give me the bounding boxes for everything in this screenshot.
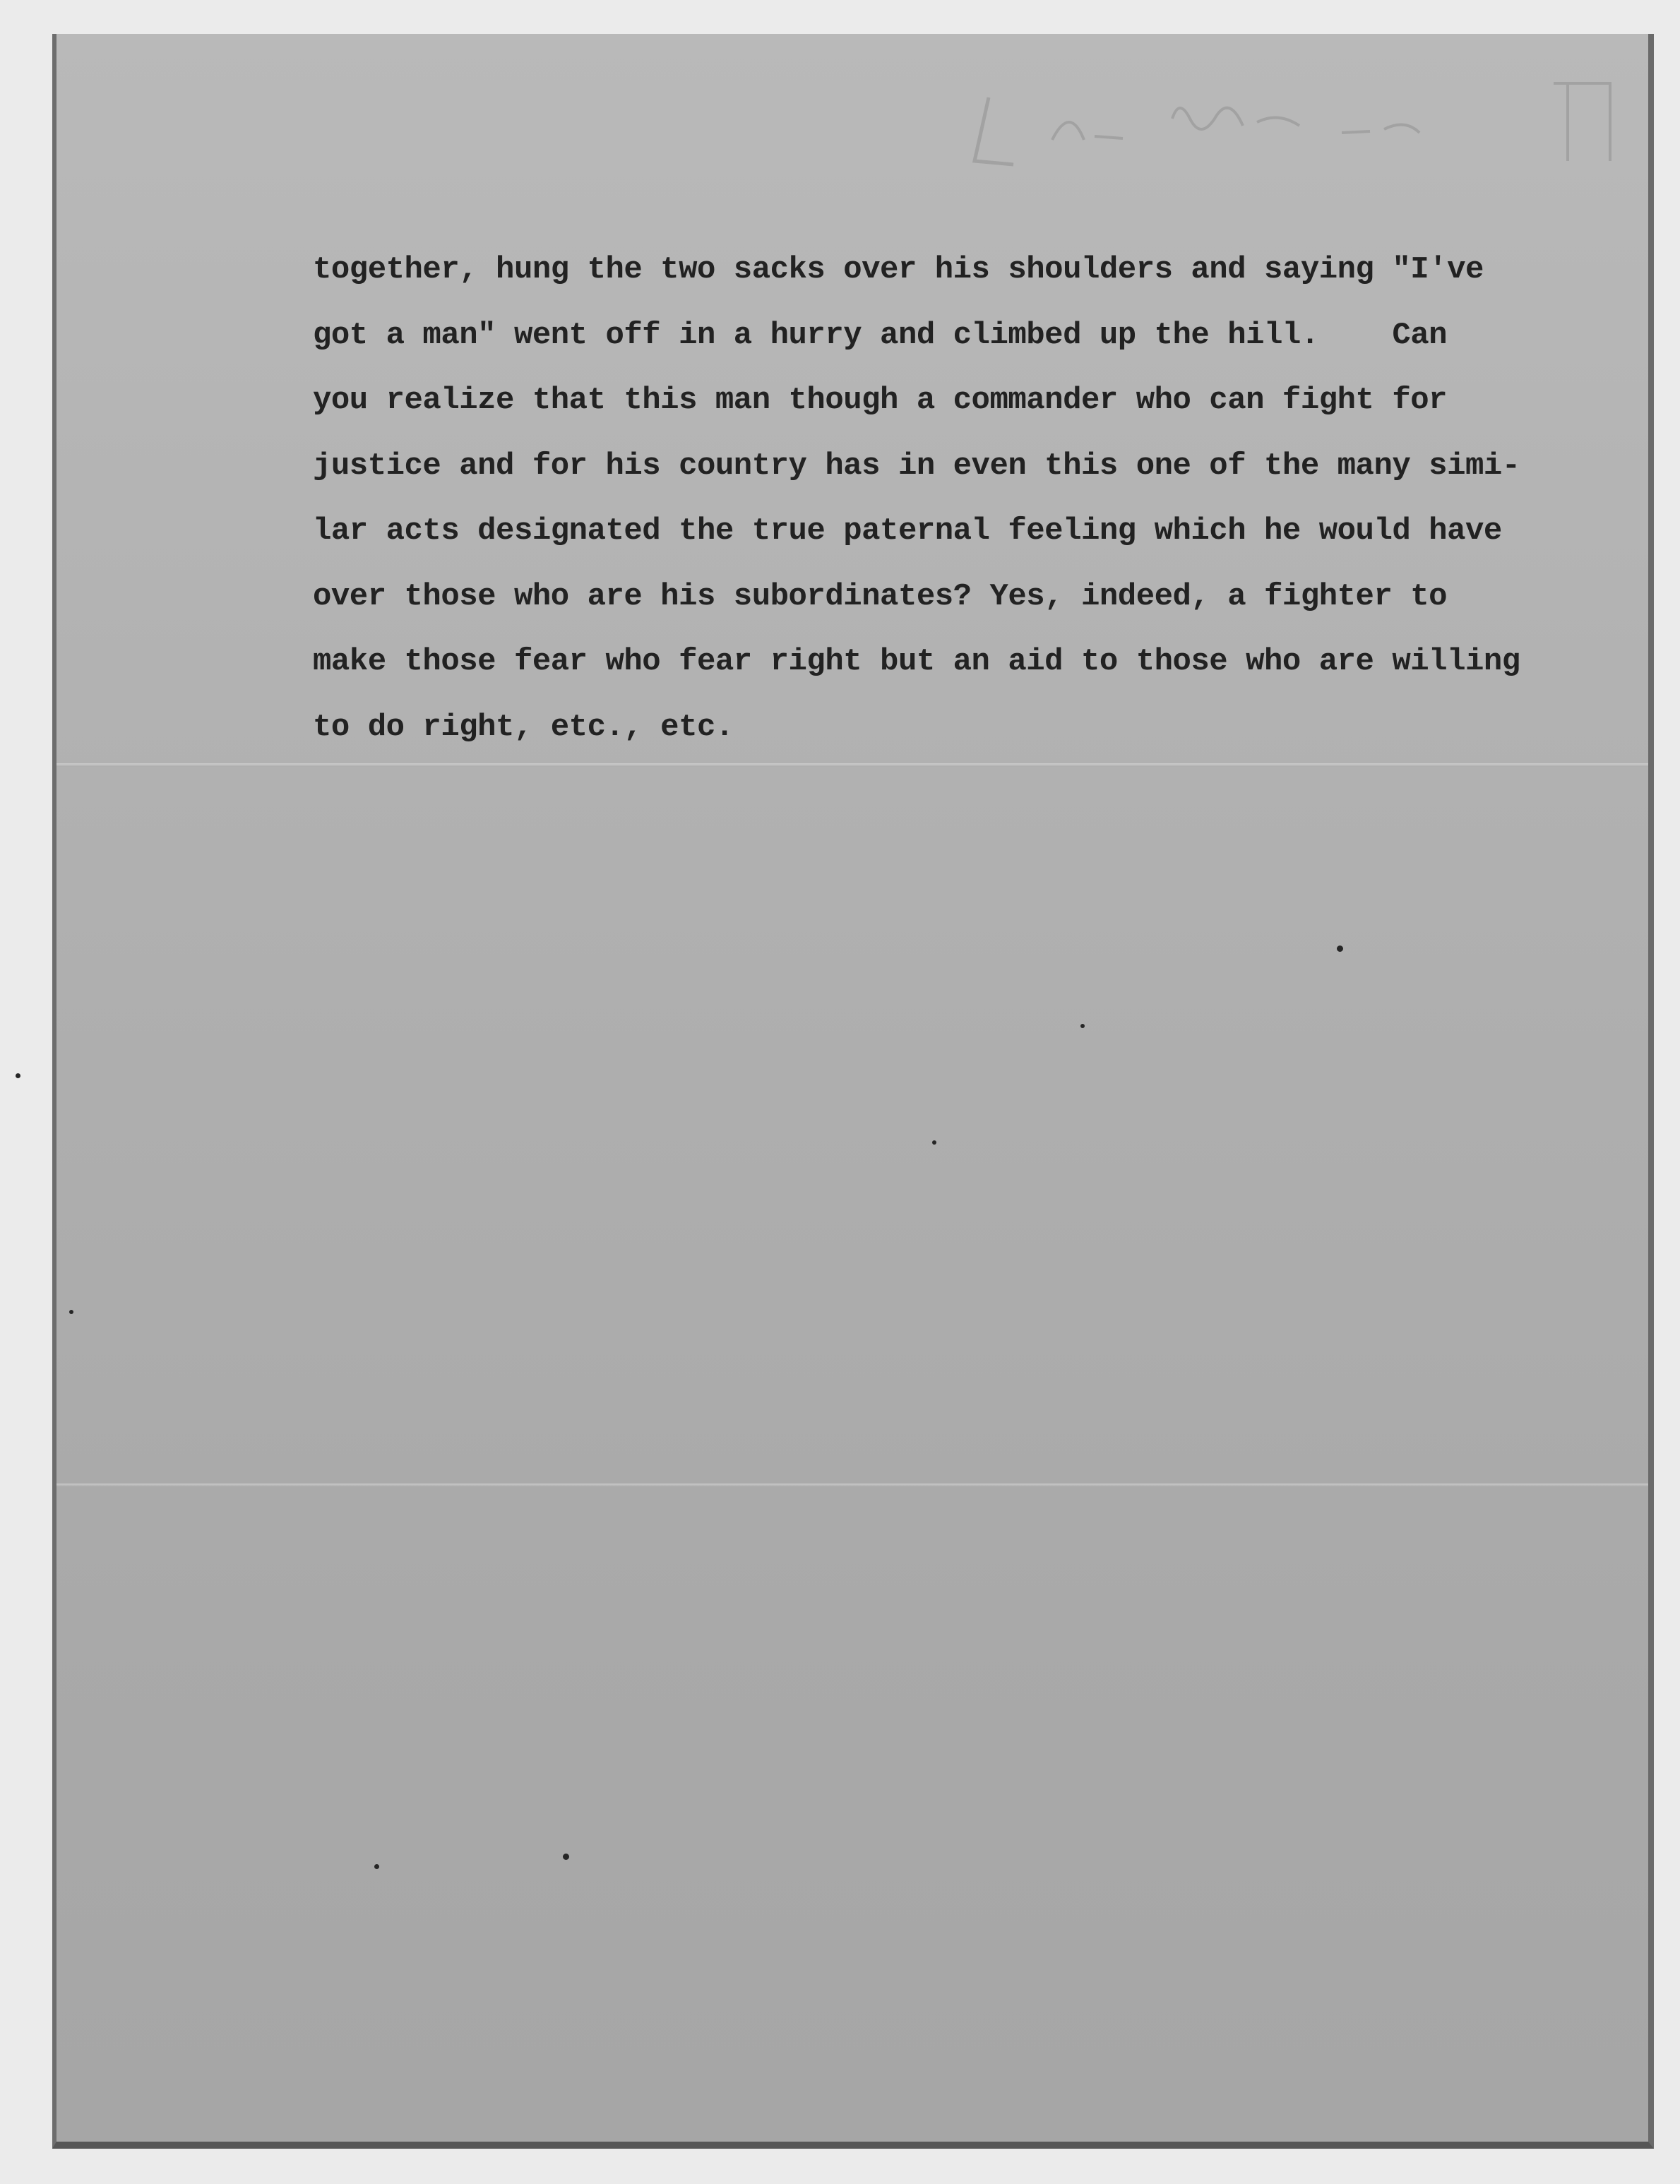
top-fold-crease [56,763,1648,767]
text-line: to do right, etc., etc. [313,709,734,745]
ink-speck [932,1140,936,1145]
text-line: make those fear who fear right but an aid to those who are willing [313,644,1520,679]
ink-speck [1337,945,1343,952]
text-line: you realize that this man though a commander who can fight for [313,383,1448,418]
ink-speck [69,1310,73,1314]
text-line: justice and for his country has in even this one of the many simi- [313,448,1520,484]
text-line: over those who are his subordinates? Yes, indeed, a fighter to [313,578,1448,614]
text-line: lar acts designated the true paternal feeling which he would have [313,513,1502,549]
ink-speck [1080,1024,1085,1028]
typewritten-text-block [313,237,1598,760]
bottom-fold-crease [56,1484,1648,1487]
ink-speck [16,1073,20,1078]
text-line: got a man" went off in a hurry and climbed up the hill. Can [313,317,1448,353]
ink-speck [374,1864,379,1869]
ink-speck [563,1854,569,1860]
faint-handwritten-annotation [946,55,1638,182]
text-line: together, hung the two sacks over his shoulders and saying "I've [313,252,1484,287]
